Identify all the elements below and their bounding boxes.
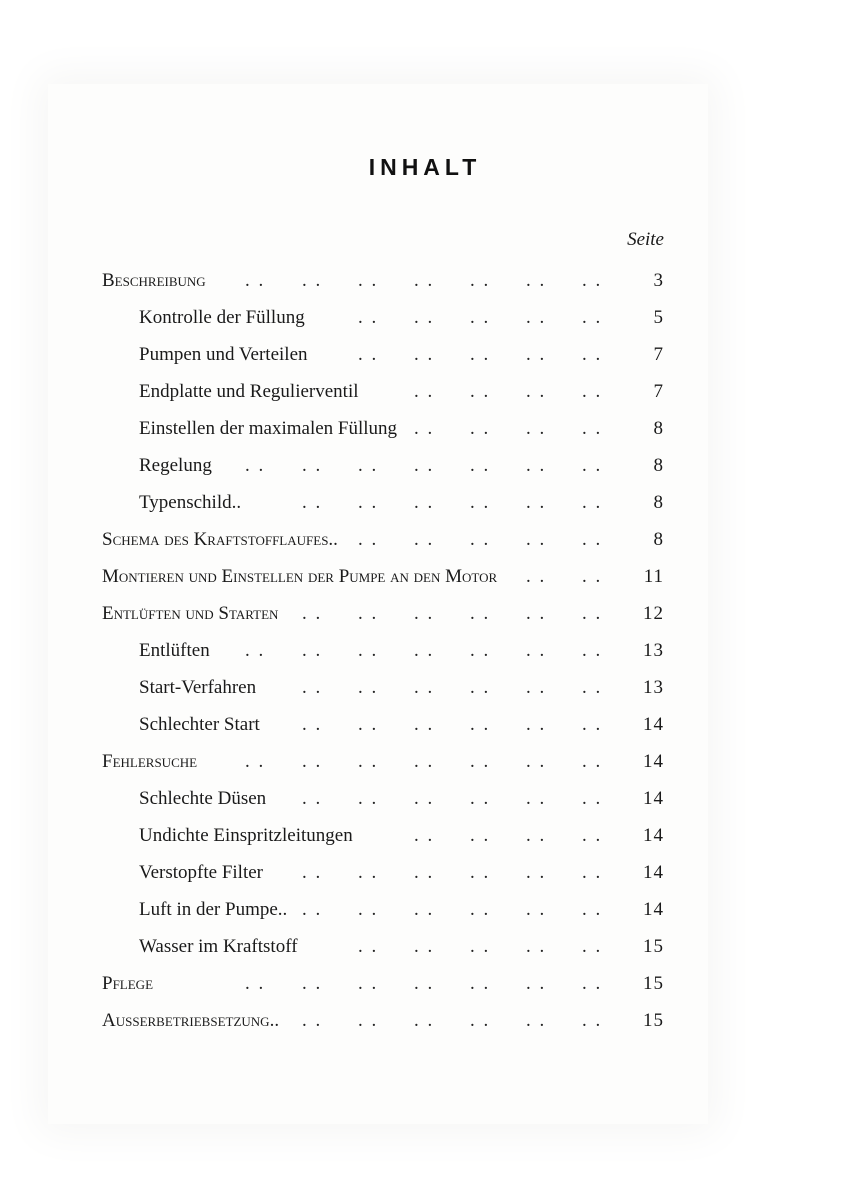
toc-entry-label: Einstellen der maximalen Füllung: [139, 418, 398, 439]
leader-dots: . .: [470, 270, 491, 291]
leader-dots: . .: [470, 677, 491, 698]
leader-dots: . .: [526, 381, 547, 402]
leader-dots: . .: [526, 344, 547, 365]
leader-dots: . .: [526, 677, 547, 698]
leader-dots: . .: [358, 751, 379, 772]
table-of-contents: [0, 262, 850, 1039]
toc-entry-page: 12: [643, 603, 664, 624]
toc-entry-label: Wasser im Kraftstoff: [139, 936, 298, 957]
toc-entry-label: Start-Verfahren: [139, 677, 257, 698]
leader-dots: . .: [470, 788, 491, 809]
toc-entry-page: 11: [643, 566, 664, 587]
leader-dots: . .: [358, 1010, 379, 1031]
leader-dots: . .: [358, 270, 379, 291]
leader-dots: . .: [582, 862, 603, 883]
leader-dots: . .: [358, 455, 379, 476]
leader-dots: . .: [470, 751, 491, 772]
toc-entry-label: Schlechter Start: [139, 714, 260, 735]
leader-dots: . .: [526, 492, 547, 513]
leader-dots: . .: [414, 381, 435, 402]
leader-dots: . .: [526, 603, 547, 624]
leader-dots: . .: [358, 344, 379, 365]
toc-entry: [0, 817, 850, 854]
leader-dots: . .: [470, 455, 491, 476]
toc-entry-page: 14: [643, 899, 664, 920]
leader-dots: . .: [526, 1010, 547, 1031]
leader-dots: . .: [582, 714, 603, 735]
dot-leader: [0, 965, 620, 1002]
toc-entry-page: 13: [643, 640, 664, 661]
leader-dots: . .: [526, 455, 547, 476]
dot-leader: [0, 928, 620, 965]
toc-entry-label: Kontrolle der Füllung: [139, 307, 305, 328]
leader-dots: . .: [526, 936, 547, 957]
leader-dots: . .: [414, 492, 435, 513]
toc-entry: [0, 410, 850, 447]
leader-dots: . .: [526, 899, 547, 920]
leader-dots: . .: [414, 862, 435, 883]
dot-leader: [0, 447, 620, 484]
toc-entry-page: 8: [653, 492, 664, 513]
dot-leader: [0, 595, 620, 632]
leader-dots: . .: [470, 381, 491, 402]
leader-dots: . .: [302, 603, 323, 624]
leader-dots: . .: [526, 788, 547, 809]
toc-entry-page: 3: [653, 270, 664, 291]
leader-dots: . .: [470, 1010, 491, 1031]
leader-dots: . .: [358, 307, 379, 328]
leader-dots: . .: [526, 566, 547, 587]
leader-dots: . .: [582, 381, 603, 402]
leader-dots: . .: [414, 899, 435, 920]
leader-dots: . .: [582, 566, 603, 587]
toc-entry: [0, 336, 850, 373]
leader-dots: . .: [414, 270, 435, 291]
toc-entry: [0, 632, 850, 669]
leader-dots: . .: [358, 862, 379, 883]
toc-entry-page: 8: [653, 455, 664, 476]
leader-dots: . .: [526, 714, 547, 735]
dot-leader: [0, 891, 620, 928]
dot-leader: [0, 521, 620, 558]
dot-leader: [0, 706, 620, 743]
dot-leader: [0, 1002, 620, 1039]
toc-entry-page: 13: [643, 677, 664, 698]
toc-entry-page: 8: [653, 418, 664, 439]
leader-dots: . .: [302, 677, 323, 698]
toc-entry-label: Entlüften: [139, 640, 210, 661]
toc-entry-label: Undichte Einspritzleitungen: [139, 825, 353, 846]
toc-entry-page: 15: [643, 973, 664, 994]
toc-entry-page: 15: [643, 936, 664, 957]
leader-dots: . .: [526, 825, 547, 846]
toc-entry: [0, 965, 850, 1002]
toc-entry-page: 14: [643, 788, 664, 809]
leader-dots: . .: [470, 492, 491, 513]
dot-leader: [0, 373, 620, 410]
toc-entry-page: 7: [653, 344, 664, 365]
toc-entry: [0, 743, 850, 780]
leader-dots: . .: [470, 899, 491, 920]
toc-entry: [0, 447, 850, 484]
leader-dots: . .: [582, 418, 603, 439]
toc-entry-page: 14: [643, 825, 664, 846]
leader-dots: . .: [414, 936, 435, 957]
toc-entry-page: 7: [653, 381, 664, 402]
leader-dots: . .: [526, 862, 547, 883]
leader-dots: . .: [582, 492, 603, 513]
dot-leader: [0, 669, 620, 706]
leader-dots: . .: [414, 529, 435, 550]
leader-dots: . .: [582, 973, 603, 994]
toc-entry-label: Endplatte und Regulierventil: [139, 381, 359, 402]
dot-leader: [0, 780, 620, 817]
toc-entry: [0, 1002, 850, 1039]
toc-entry: [0, 891, 850, 928]
page-column-label: Seite: [627, 229, 664, 250]
leader-dots: . .: [470, 307, 491, 328]
leader-dots: . .: [302, 640, 323, 661]
leader-dots: . .: [414, 788, 435, 809]
leader-dots: . .: [470, 529, 491, 550]
toc-entry-label: Pumpen und Verteilen: [139, 344, 308, 365]
leader-dots: . .: [414, 825, 435, 846]
leader-dots: . .: [302, 788, 323, 809]
leader-dots: . .: [358, 677, 379, 698]
leader-dots: . .: [358, 492, 379, 513]
leader-dots: . .: [470, 640, 491, 661]
leader-dots: . .: [582, 677, 603, 698]
toc-entry: [0, 928, 850, 965]
toc-entry: [0, 706, 850, 743]
leader-dots: . .: [470, 973, 491, 994]
leader-dots: . .: [582, 751, 603, 772]
leader-dots: . .: [358, 899, 379, 920]
leader-dots: . .: [526, 270, 547, 291]
leader-dots: . .: [582, 936, 603, 957]
leader-dots: . .: [414, 751, 435, 772]
toc-entry-label: Regelung: [139, 455, 212, 476]
leader-dots: . .: [470, 862, 491, 883]
toc-entry: [0, 669, 850, 706]
leader-dots: . .: [582, 899, 603, 920]
toc-entry: [0, 558, 850, 595]
toc-entry: [0, 262, 850, 299]
toc-entry: [0, 521, 850, 558]
toc-entry-label: Luft in der Pumpe..: [139, 899, 288, 920]
page-title: INHALT: [368, 154, 482, 180]
leader-dots: . .: [470, 603, 491, 624]
leader-dots: . .: [582, 344, 603, 365]
leader-dots: . .: [582, 307, 603, 328]
leader-dots: . .: [470, 418, 491, 439]
leader-dots: . .: [414, 344, 435, 365]
leader-dots: . .: [526, 640, 547, 661]
leader-dots: . .: [526, 307, 547, 328]
leader-dots: . .: [302, 862, 323, 883]
dot-leader: [0, 410, 620, 447]
dot-leader: [0, 299, 620, 336]
leader-dots: . .: [245, 270, 266, 291]
toc-entry-page: 15: [643, 1010, 664, 1031]
toc-entry: [0, 854, 850, 891]
leader-dots: . .: [470, 344, 491, 365]
toc-entry-label: Verstopfte Filter: [139, 862, 264, 883]
dot-leader: [0, 558, 620, 595]
leader-dots: . .: [302, 714, 323, 735]
toc-entry-page: 14: [643, 862, 664, 883]
toc-entry: [0, 780, 850, 817]
toc-entry-page: 14: [643, 751, 664, 772]
leader-dots: . .: [302, 1010, 323, 1031]
toc-entry-page: 8: [653, 529, 664, 550]
leader-dots: . .: [582, 640, 603, 661]
toc-entry: [0, 299, 850, 336]
dot-leader: [0, 817, 620, 854]
toc-entry-label: Entlüften und Starten: [102, 603, 279, 624]
toc-entry-label: Pflege: [102, 973, 154, 994]
leader-dots: . .: [358, 973, 379, 994]
leader-dots: . .: [358, 936, 379, 957]
leader-dots: . .: [582, 603, 603, 624]
leader-dots: . .: [414, 603, 435, 624]
leader-dots: . .: [358, 640, 379, 661]
leader-dots: . .: [526, 751, 547, 772]
toc-entry-label: Typenschild..: [139, 492, 242, 513]
toc-entry: [0, 373, 850, 410]
leader-dots: . .: [302, 899, 323, 920]
leader-dots: . .: [358, 529, 379, 550]
leader-dots: . .: [582, 788, 603, 809]
leader-dots: . .: [302, 751, 323, 772]
toc-entry-label: Beschreibung: [102, 270, 206, 291]
leader-dots: . .: [526, 418, 547, 439]
toc-entry-label: Fehlersuche: [102, 751, 198, 772]
leader-dots: . .: [582, 270, 603, 291]
leader-dots: . .: [582, 455, 603, 476]
dot-leader: [0, 743, 620, 780]
dot-leader: [0, 854, 620, 891]
leader-dots: . .: [414, 418, 435, 439]
leader-dots: . .: [414, 677, 435, 698]
toc-entry-label: Montieren und Einstellen der Pumpe an den Motor: [102, 566, 498, 587]
dot-leader: [0, 262, 620, 299]
leader-dots: . .: [414, 714, 435, 735]
leader-dots: . .: [358, 788, 379, 809]
leader-dots: . .: [358, 714, 379, 735]
leader-dots: . .: [414, 640, 435, 661]
leader-dots: . .: [302, 455, 323, 476]
leader-dots: . .: [526, 973, 547, 994]
dot-leader: [0, 632, 620, 669]
leader-dots: . .: [245, 973, 266, 994]
leader-dots: . .: [302, 492, 323, 513]
toc-entry-label: Schema des Kraftstofflaufes..: [102, 529, 338, 550]
leader-dots: . .: [358, 603, 379, 624]
leader-dots: . .: [302, 973, 323, 994]
toc-entry: [0, 484, 850, 521]
leader-dots: . .: [245, 455, 266, 476]
leader-dots: . .: [582, 825, 603, 846]
leader-dots: . .: [414, 973, 435, 994]
leader-dots: . .: [582, 529, 603, 550]
toc-entry-page: 14: [643, 714, 664, 735]
toc-entry-label: Ausserbetriebsetzung..: [102, 1010, 280, 1031]
leader-dots: . .: [414, 455, 435, 476]
toc-entry: [0, 595, 850, 632]
toc-entry-label: Schlechte Düsen: [139, 788, 267, 809]
dot-leader: [0, 336, 620, 373]
toc-entry-page: 5: [653, 307, 664, 328]
dot-leader: [0, 484, 620, 521]
leader-dots: . .: [526, 529, 547, 550]
leader-dots: . .: [245, 751, 266, 772]
leader-dots: . .: [470, 714, 491, 735]
leader-dots: . .: [470, 825, 491, 846]
leader-dots: . .: [245, 640, 266, 661]
leader-dots: . .: [302, 270, 323, 291]
leader-dots: . .: [414, 1010, 435, 1031]
leader-dots: . .: [582, 1010, 603, 1031]
leader-dots: . .: [470, 936, 491, 957]
leader-dots: . .: [414, 307, 435, 328]
